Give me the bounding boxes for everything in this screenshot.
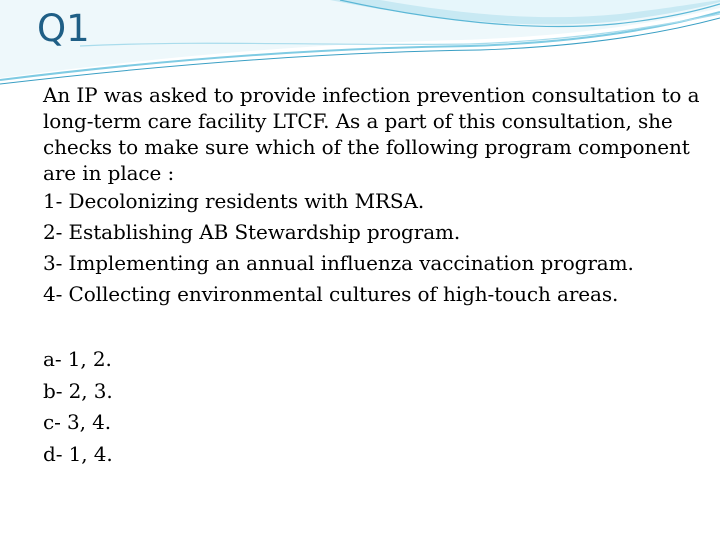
answer-option-c: c- 3, 4.: [43, 410, 112, 434]
statement-item: 3- Implementing an annual influenza vaccination program.: [43, 251, 634, 275]
answer-option-d: d- 1, 4.: [43, 441, 113, 466]
answer-options: [43, 344, 703, 470]
statement-item: 2- Establishing AB Stewardship program.: [43, 220, 461, 244]
answer-option-b: b- 2, 3.: [43, 378, 113, 403]
question-text: An IP was asked to provide infection prevention consultation to a long-term care facility LTCF. As a part of this consultation, she checks to make sure which of the following program component are in place :: [43, 83, 700, 185]
statement-item: 1- Decolonizing residents with MRSA.: [43, 189, 425, 213]
slide-body: [43, 82, 703, 470]
statement-list: [43, 186, 703, 310]
answer-option-a: a- 1, 2.: [43, 347, 112, 371]
slide-title: Q1: [37, 7, 90, 50]
statement-item: 4- Collecting environmental cultures of high-touch areas.: [43, 282, 619, 306]
header-wave-decoration: [0, 0, 720, 90]
